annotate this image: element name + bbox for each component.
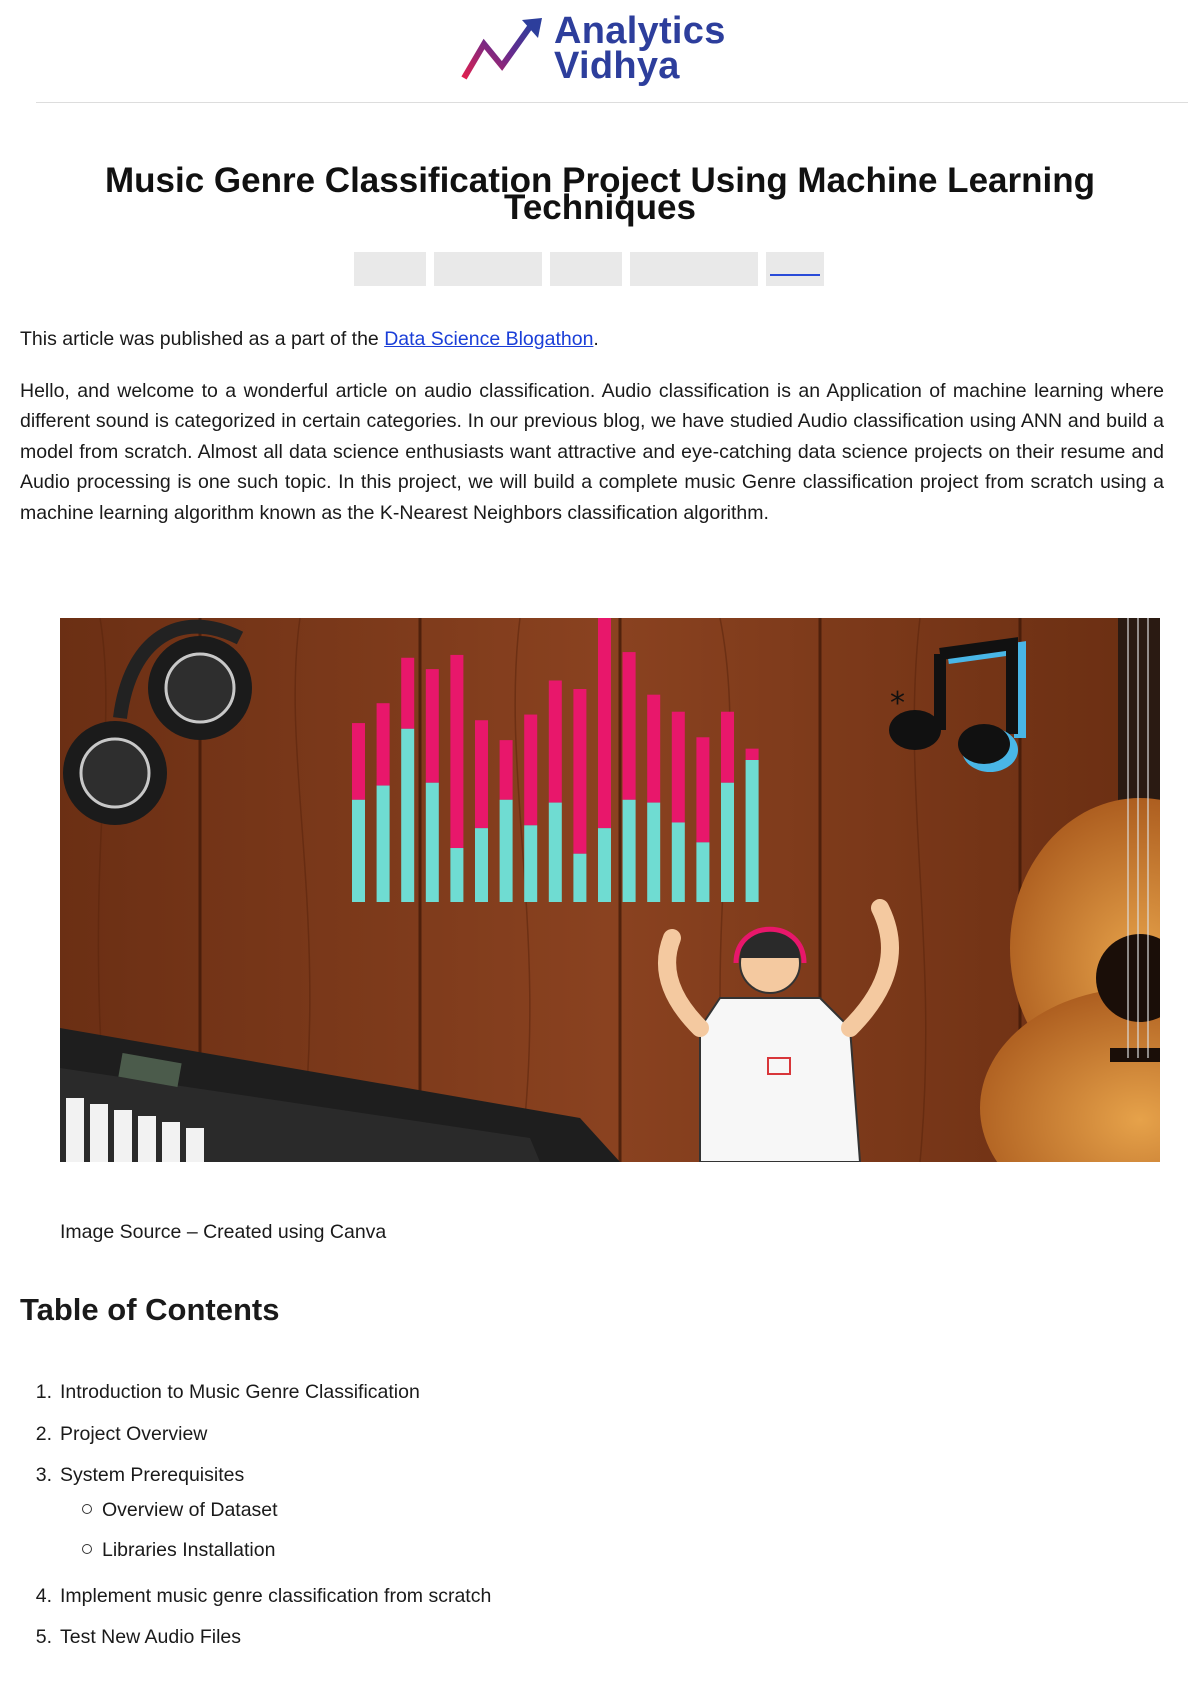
equalizer-bar-top	[401, 658, 414, 729]
equalizer-bar-top	[623, 652, 636, 800]
share-button-4[interactable]	[630, 252, 758, 286]
svg-text:*: *	[890, 686, 905, 721]
logo-line-2: Vidhya	[554, 45, 680, 87]
equalizer-bar-bottom	[721, 783, 734, 902]
equalizer-bar-bottom	[450, 848, 463, 902]
logo-wordmark	[554, 10, 726, 87]
equalizer-bar-bottom	[549, 803, 562, 902]
equalizer-bar-top	[377, 703, 390, 785]
hollow-bullet-icon	[82, 1544, 92, 1554]
equalizer-bar-bottom	[696, 842, 709, 902]
share-button-2[interactable]	[434, 252, 542, 286]
blogathon-link[interactable]: Data Science Blogathon	[384, 328, 594, 350]
toc-item-label: Libraries Installation	[102, 1539, 276, 1561]
equalizer-bar-top	[647, 695, 660, 803]
analytics-vidhya-logo[interactable]	[460, 10, 740, 92]
toc-item-2[interactable]	[26, 1422, 207, 1446]
equalizer-bar-top	[721, 712, 734, 783]
equalizer-bar-top	[524, 715, 537, 826]
blogathon-note	[20, 326, 1164, 352]
intro-prefix: This article was published as a part of the	[20, 328, 385, 350]
toc-item-label: Implement music genre classification from scratch	[60, 1585, 492, 1607]
equalizer-bar-top	[426, 669, 439, 783]
equalizer-bar-bottom	[401, 729, 414, 902]
equalizer-bar-bottom	[524, 825, 537, 902]
equalizer-bar-bottom	[623, 800, 636, 902]
equalizer-bar-top	[500, 740, 513, 800]
toc-item-number: 4.	[35, 1585, 52, 1607]
equalizer-bar-bottom	[426, 783, 439, 902]
toc-item-label: Test New Audio Files	[60, 1626, 241, 1648]
equalizer-bar-top	[450, 655, 463, 848]
intro-suffix: .	[593, 328, 599, 350]
toc-item-5[interactable]	[26, 1625, 241, 1649]
toc-item-4[interactable]	[26, 1584, 491, 1608]
toc-item-number: 5.	[35, 1626, 52, 1648]
toc-item-label: Overview of Dataset	[102, 1499, 278, 1521]
equalizer-bar-bottom	[647, 803, 660, 902]
equalizer-bar-bottom	[475, 828, 488, 902]
equalizer-bar-top	[352, 723, 365, 800]
toc-subitem-dataset[interactable]	[82, 1498, 278, 1522]
toc-item-number: 3.	[35, 1464, 52, 1486]
toc-heading: Table of Contents	[20, 1292, 280, 1327]
hero-illustration	[60, 618, 1160, 1162]
hero-image	[60, 618, 1160, 1162]
equalizer-bar-top	[598, 618, 611, 828]
equalizer-bar-top	[696, 737, 709, 842]
equalizer-bar-top	[573, 689, 586, 854]
toc-item-label: Project Overview	[60, 1423, 208, 1445]
header-divider	[36, 102, 1188, 103]
site-header	[0, 0, 1200, 104]
equalizer-bar-bottom	[377, 786, 390, 902]
equalizer-bar-bottom	[352, 800, 365, 902]
equalizer-bar-bottom	[598, 828, 611, 902]
equalizer-bar-top	[672, 712, 685, 823]
equalizer-bar-bottom	[573, 854, 586, 902]
toc-item-label: Introduction to Music Genre Classification	[60, 1381, 420, 1403]
article-intro-paragraph: Hello, and welcome to a wonderful article on audio classification. Audio classification is an Application of machine learning where different sound is categorized in certain categories. In our previous blog, we have studied Audio classification using ANN and build a model from scratch. Almost all data science enthusiasts want attractive and eye-catching data science projects on their resume and Audio processing is one such topic. In this project, we will build a complete music Genre classification project from scratch using a machine learning algorithm known as the K-Nearest Neighbors classification algorithm.	[20, 380, 1164, 524]
logo-line-1: Analytics	[554, 10, 726, 52]
equalizer-bar-top	[475, 720, 488, 828]
toc-item-3[interactable]	[26, 1463, 244, 1487]
equalizer-bar-top	[549, 680, 562, 802]
share-button-5[interactable]	[766, 252, 824, 286]
equalizer-bar-bottom	[672, 822, 685, 902]
article-title: Music Genre Classification Project Using Machine Learning Techniques	[105, 161, 1095, 228]
equalizer-bar-bottom	[500, 800, 513, 902]
toc-item-number: 1.	[35, 1381, 52, 1403]
toc-subitem-libraries[interactable]	[82, 1538, 275, 1562]
equalizer-bar-top	[746, 749, 759, 760]
toc-item-1[interactable]	[26, 1380, 420, 1404]
trend-arrow-icon	[460, 16, 544, 86]
hollow-bullet-icon	[82, 1504, 92, 1514]
toc-item-label: System Prerequisites	[60, 1464, 245, 1486]
share-button-3[interactable]	[550, 252, 622, 286]
toc-item-number: 2.	[35, 1423, 52, 1445]
equalizer-bar-bottom	[746, 760, 759, 902]
image-caption: Image Source – Created using Canva	[60, 1221, 387, 1243]
share-button-1[interactable]	[354, 252, 426, 286]
